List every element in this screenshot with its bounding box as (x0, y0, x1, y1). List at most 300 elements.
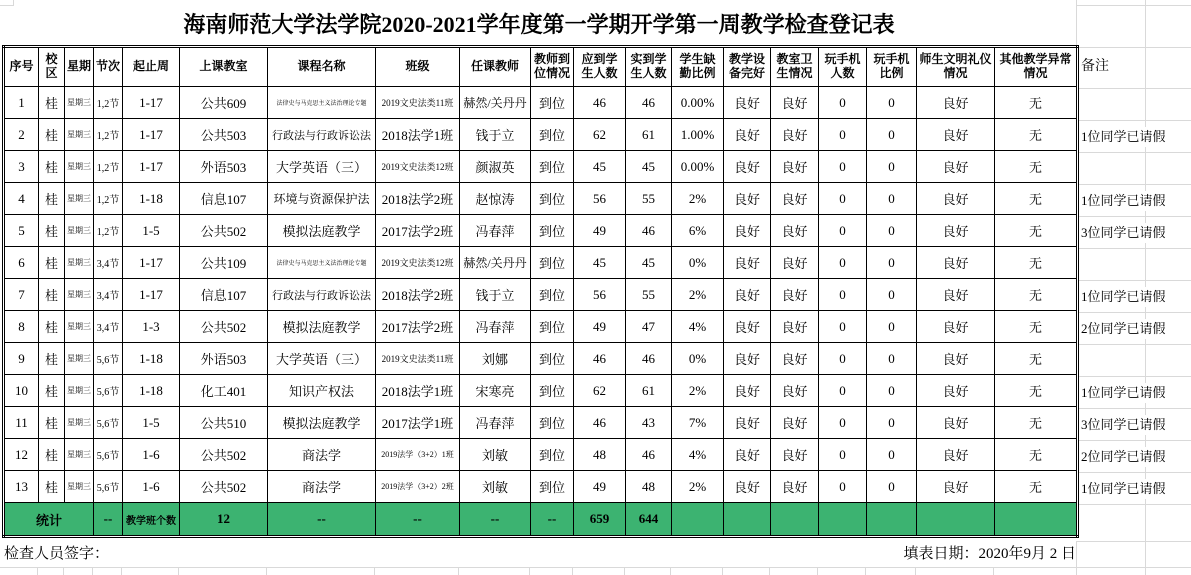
cell-actual[interactable]: 55 (626, 183, 672, 215)
cell-teacher[interactable]: 赫然/关丹丹 (460, 87, 531, 119)
cell-phone-ratio[interactable]: 0 (867, 343, 917, 375)
cell-phone-count[interactable]: 0 (819, 471, 867, 503)
cell-phone-ratio[interactable]: 0 (867, 375, 917, 407)
cell-weekday[interactable]: 星期三 (65, 471, 94, 503)
cell-actual[interactable]: 61 (626, 375, 672, 407)
cell-class[interactable]: 2019法学（3+2）2班 (376, 471, 460, 503)
cell-phone-ratio[interactable]: 0 (867, 279, 917, 311)
stats-expected-total[interactable]: 659 (574, 503, 626, 537)
stats-class-count[interactable]: 12 (180, 503, 268, 537)
cell-campus[interactable]: 桂 (39, 407, 65, 439)
cell-period[interactable]: 5,6节 (94, 439, 123, 471)
col-header-class[interactable]: 班级 (376, 47, 460, 87)
cell-campus[interactable]: 桂 (39, 311, 65, 343)
cell-campus[interactable]: 桂 (39, 375, 65, 407)
cell-equipment[interactable]: 良好 (724, 407, 771, 439)
cell-remark[interactable] (1081, 441, 1191, 473)
cell-expected[interactable]: 49 (574, 471, 626, 503)
cell-weeks[interactable]: 1-6 (123, 471, 180, 503)
cell-actual[interactable]: 61 (626, 119, 672, 151)
cell-teacher[interactable]: 冯春萍 (460, 215, 531, 247)
cell-weeks[interactable]: 1-17 (123, 119, 180, 151)
cell-period[interactable]: 5,6节 (94, 375, 123, 407)
cell-teacher[interactable]: 刘敏 (460, 439, 531, 471)
cell-absence[interactable]: 0% (672, 343, 724, 375)
cell-class[interactable]: 2019法学（3+2）1班 (376, 439, 460, 471)
cell-hygiene[interactable]: 良好 (771, 215, 819, 247)
cell-phone-ratio[interactable]: 0 (867, 471, 917, 503)
col-header-expected[interactable]: 应到学生人数 (574, 47, 626, 87)
cell-expected[interactable]: 48 (574, 439, 626, 471)
cell-other[interactable]: 无 (995, 311, 1078, 343)
cell-etiquette[interactable]: 良好 (917, 439, 995, 471)
cell-phone-count[interactable]: 0 (819, 215, 867, 247)
cell-teacher-status[interactable]: 到位 (531, 183, 574, 215)
cell-expected[interactable]: 62 (574, 375, 626, 407)
col-header-campus[interactable]: 校区 (39, 47, 65, 87)
cell-actual[interactable]: 46 (626, 215, 672, 247)
cell-seq[interactable]: 5 (4, 215, 39, 247)
cell-other[interactable]: 无 (995, 183, 1078, 215)
cell-weekday[interactable]: 星期三 (65, 407, 94, 439)
cell-class[interactable]: 2019文史法类12班 (376, 247, 460, 279)
cell-actual[interactable]: 43 (626, 407, 672, 439)
cell-teacher-status[interactable]: 到位 (531, 375, 574, 407)
cell-actual[interactable]: 46 (626, 87, 672, 119)
grid-line (1145, 567, 1146, 575)
cell-absence[interactable]: 2% (672, 279, 724, 311)
cell-period[interactable]: 3,4节 (94, 247, 123, 279)
cell-phone-ratio[interactable]: 0 (867, 247, 917, 279)
cell-absence[interactable]: 2% (672, 375, 724, 407)
cell-seq[interactable]: 4 (4, 183, 39, 215)
cell-expected[interactable]: 46 (574, 343, 626, 375)
stats-empty-cell[interactable] (724, 503, 771, 537)
cell-teacher[interactable]: 冯春萍 (460, 407, 531, 439)
cell-teacher-status[interactable]: 到位 (531, 407, 574, 439)
cell-phone-count[interactable]: 0 (819, 279, 867, 311)
cell-weekday[interactable]: 星期三 (65, 279, 94, 311)
stats-empty-cell[interactable] (995, 503, 1078, 537)
cell-campus[interactable]: 桂 (39, 343, 65, 375)
cell-class[interactable]: 2017法学2班 (376, 215, 460, 247)
cell-teacher[interactable]: 赵惊涛 (460, 183, 531, 215)
cell-classroom[interactable]: 公共502 (180, 439, 268, 471)
cell-absence[interactable]: 4% (672, 311, 724, 343)
cell-campus[interactable]: 桂 (39, 471, 65, 503)
cell-expected[interactable]: 56 (574, 183, 626, 215)
cell-other[interactable]: 无 (995, 407, 1078, 439)
cell-phone-count[interactable]: 0 (819, 247, 867, 279)
col-header-period[interactable]: 节次 (94, 47, 123, 87)
cell-etiquette[interactable]: 良好 (917, 311, 995, 343)
cell-hygiene[interactable]: 良好 (771, 311, 819, 343)
col-header-teacher-status[interactable]: 教师到位情况 (531, 47, 574, 87)
stats-empty-cell[interactable] (867, 503, 917, 537)
cell-hygiene[interactable]: 良好 (771, 183, 819, 215)
cell-classroom[interactable]: 公共502 (180, 215, 268, 247)
cell-period[interactable]: 5,6节 (94, 343, 123, 375)
cell-class[interactable]: 2019文史法类11班 (376, 343, 460, 375)
cell-classroom[interactable]: 化工401 (180, 375, 268, 407)
cell-equipment[interactable]: 良好 (724, 311, 771, 343)
stats-empty-cell[interactable] (819, 503, 867, 537)
inspector-signature-cell[interactable]: 检查人员签字： (4, 546, 110, 562)
stats-teacher[interactable]: -- (460, 503, 531, 537)
cell-absence[interactable]: 0% (672, 247, 724, 279)
cell-weekday[interactable]: 星期三 (65, 343, 94, 375)
cell-phone-ratio[interactable]: 0 (867, 311, 917, 343)
cell-teacher[interactable]: 钱于立 (460, 279, 531, 311)
cell-expected[interactable]: 62 (574, 119, 626, 151)
cell-weekday[interactable]: 星期三 (65, 375, 94, 407)
cell-phone-count[interactable]: 0 (819, 311, 867, 343)
cell-absence[interactable]: 0.00% (672, 151, 724, 183)
cell-course[interactable]: 法律史与马克思主义法治理论专题 (268, 87, 376, 119)
cell-other[interactable]: 无 (995, 87, 1078, 119)
cell-other[interactable]: 无 (995, 471, 1078, 503)
col-header-other[interactable]: 其他教学异常情况 (995, 47, 1078, 87)
cell-equipment[interactable]: 良好 (724, 119, 771, 151)
cell-teacher[interactable]: 宋寒亮 (460, 375, 531, 407)
cell-phone-ratio[interactable]: 0 (867, 183, 917, 215)
cell-course[interactable]: 行政法与行政诉讼法 (268, 119, 376, 151)
stats-period[interactable]: -- (94, 503, 123, 537)
col-header-teacher[interactable]: 任课教师 (460, 47, 531, 87)
cell-etiquette[interactable]: 良好 (917, 183, 995, 215)
cell-period[interactable]: 1,2节 (94, 151, 123, 183)
cell-hygiene[interactable]: 良好 (771, 375, 819, 407)
cell-remark[interactable] (1081, 153, 1191, 185)
cell-weeks[interactable]: 1-17 (123, 151, 180, 183)
cell-absence[interactable]: 2% (672, 471, 724, 503)
cell-period[interactable]: 1,2节 (94, 183, 123, 215)
cell-etiquette[interactable]: 良好 (917, 375, 995, 407)
cell-teacher[interactable]: 赫然/关丹丹 (460, 247, 531, 279)
cell-seq[interactable]: 3 (4, 151, 39, 183)
cell-seq[interactable]: 8 (4, 311, 39, 343)
cell-hygiene[interactable]: 良好 (771, 343, 819, 375)
cell-hygiene[interactable]: 良好 (771, 407, 819, 439)
col-header-actual[interactable]: 实到学生人数 (626, 47, 672, 87)
cell-period[interactable]: 3,4节 (94, 279, 123, 311)
cell-equipment[interactable]: 良好 (724, 279, 771, 311)
col-header-equipment[interactable]: 教学设备完好 (724, 47, 771, 87)
cell-equipment[interactable]: 良好 (724, 183, 771, 215)
cell-period[interactable]: 3,4节 (94, 311, 123, 343)
cell-etiquette[interactable]: 良好 (917, 279, 995, 311)
col-header-course[interactable]: 课程名称 (268, 47, 376, 87)
cell-teacher[interactable]: 刘敏 (460, 471, 531, 503)
cell-actual[interactable]: 45 (626, 151, 672, 183)
cell-classroom[interactable]: 公共510 (180, 407, 268, 439)
cell-weekday[interactable]: 星期三 (65, 87, 94, 119)
cell-campus[interactable]: 桂 (39, 439, 65, 471)
cell-period[interactable]: 5,6节 (94, 407, 123, 439)
cell-classroom[interactable]: 公共503 (180, 119, 268, 151)
cell-phone-count[interactable]: 0 (819, 439, 867, 471)
cell-weeks[interactable]: 1-17 (123, 247, 180, 279)
cell-other[interactable]: 无 (995, 247, 1078, 279)
cell-equipment[interactable]: 良好 (724, 439, 771, 471)
cell-hygiene[interactable]: 良好 (771, 439, 819, 471)
cell-seq[interactable]: 9 (4, 343, 39, 375)
cell-course[interactable]: 模拟法庭教学 (268, 215, 376, 247)
stats-class[interactable]: -- (376, 503, 460, 537)
cell-seq[interactable]: 2 (4, 119, 39, 151)
cell-remark[interactable] (1081, 313, 1191, 345)
cell-other[interactable]: 无 (995, 151, 1078, 183)
cell-weekday[interactable]: 星期三 (65, 215, 94, 247)
cell-etiquette[interactable]: 良好 (917, 119, 995, 151)
cell-seq[interactable]: 12 (4, 439, 39, 471)
cell-class[interactable]: 2019文史法类12班 (376, 151, 460, 183)
cell-actual[interactable]: 47 (626, 311, 672, 343)
cell-weeks[interactable]: 1-18 (123, 343, 180, 375)
col-header-phone-ratio[interactable]: 玩手机比例 (867, 47, 917, 87)
cell-equipment[interactable]: 良好 (724, 151, 771, 183)
cell-campus[interactable]: 桂 (39, 183, 65, 215)
cell-teacher-status[interactable]: 到位 (531, 119, 574, 151)
cell-teacher[interactable]: 钱于立 (460, 119, 531, 151)
cell-weekday[interactable]: 星期三 (65, 247, 94, 279)
cell-other[interactable]: 无 (995, 215, 1078, 247)
cell-expected[interactable]: 46 (574, 407, 626, 439)
cell-remark[interactable] (1081, 377, 1191, 409)
cell-expected[interactable]: 49 (574, 311, 626, 343)
cell-absence[interactable]: 1.00% (672, 119, 724, 151)
cell-equipment[interactable]: 良好 (724, 87, 771, 119)
cell-campus[interactable]: 桂 (39, 215, 65, 247)
col-header-classroom[interactable]: 上课教室 (180, 47, 268, 87)
cell-course[interactable]: 环境与资源保护法 (268, 183, 376, 215)
col-header-hygiene[interactable]: 教室卫生情况 (771, 47, 819, 87)
remark-column-header[interactable]: 备注 (1081, 59, 1109, 74)
cell-campus[interactable]: 桂 (39, 279, 65, 311)
col-header-phone-count[interactable]: 玩手机人数 (819, 47, 867, 87)
cell-remark[interactable] (1081, 249, 1191, 281)
cell-course[interactable]: 模拟法庭教学 (268, 407, 376, 439)
cell-classroom[interactable]: 外语503 (180, 343, 268, 375)
cell-phone-ratio[interactable]: 0 (867, 119, 917, 151)
cell-weeks[interactable]: 1-17 (123, 87, 180, 119)
cell-teacher-status[interactable]: 到位 (531, 311, 574, 343)
cell-weekday[interactable]: 星期三 (65, 311, 94, 343)
cell-seq[interactable]: 10 (4, 375, 39, 407)
cell-classroom[interactable]: 公共502 (180, 311, 268, 343)
cell-course[interactable]: 行政法与行政诉讼法 (268, 279, 376, 311)
cell-equipment[interactable]: 良好 (724, 471, 771, 503)
cell-remark[interactable] (1081, 217, 1191, 249)
cell-phone-count[interactable]: 0 (819, 375, 867, 407)
cell-etiquette[interactable]: 良好 (917, 215, 995, 247)
cell-seq[interactable]: 13 (4, 471, 39, 503)
cell-phone-count[interactable]: 0 (819, 343, 867, 375)
cell-hygiene[interactable]: 良好 (771, 151, 819, 183)
stats-label[interactable]: 统计 (4, 503, 94, 537)
stats-empty-cell[interactable] (771, 503, 819, 537)
cell-absence[interactable]: 2% (672, 183, 724, 215)
cell-course[interactable]: 知识产权法 (268, 375, 376, 407)
cell-course[interactable]: 商法学 (268, 439, 376, 471)
cell-other[interactable]: 无 (995, 375, 1078, 407)
cell-absence[interactable]: 6% (672, 215, 724, 247)
cell-weeks[interactable]: 1-17 (123, 279, 180, 311)
cell-teacher-status[interactable]: 到位 (531, 279, 574, 311)
stats-teacher-status[interactable]: -- (531, 503, 574, 537)
cell-weeks[interactable]: 1-18 (123, 375, 180, 407)
fill-date-cell[interactable]: 填表日期：2020年9月 2 日 (903, 546, 1076, 562)
cell-actual[interactable]: 46 (626, 343, 672, 375)
cell-actual[interactable]: 45 (626, 247, 672, 279)
cell-actual[interactable]: 46 (626, 439, 672, 471)
cell-campus[interactable]: 桂 (39, 87, 65, 119)
cell-classroom[interactable]: 公共109 (180, 247, 268, 279)
cell-other[interactable]: 无 (995, 439, 1078, 471)
cell-remark[interactable] (1081, 409, 1191, 441)
cell-teacher-status[interactable]: 到位 (531, 151, 574, 183)
cell-etiquette[interactable]: 良好 (917, 247, 995, 279)
col-header-weekday[interactable]: 星期 (65, 47, 94, 87)
cell-etiquette[interactable]: 良好 (917, 407, 995, 439)
stats-empty-cell[interactable] (672, 503, 724, 537)
cell-campus[interactable]: 桂 (39, 119, 65, 151)
stats-empty-cell[interactable] (917, 503, 995, 537)
cell-period[interactable]: 1,2节 (94, 87, 123, 119)
cell-teacher-status[interactable]: 到位 (531, 87, 574, 119)
cell-campus[interactable]: 桂 (39, 151, 65, 183)
cell-period[interactable]: 1,2节 (94, 119, 123, 151)
cell-hygiene[interactable]: 良好 (771, 279, 819, 311)
cell-weekday[interactable]: 星期三 (65, 119, 94, 151)
cell-course[interactable]: 法律史与马克思主义法治理论专题 (268, 247, 376, 279)
cell-equipment[interactable]: 良好 (724, 215, 771, 247)
cell-hygiene[interactable]: 良好 (771, 119, 819, 151)
cell-phone-count[interactable]: 0 (819, 407, 867, 439)
cell-seq[interactable]: 1 (4, 87, 39, 119)
stats-class-count-label[interactable]: 教学班个数 (123, 503, 180, 537)
cell-expected[interactable]: 56 (574, 279, 626, 311)
cell-class[interactable]: 2018法学1班 (376, 119, 460, 151)
cell-equipment[interactable]: 良好 (724, 247, 771, 279)
cell-campus[interactable]: 桂 (39, 247, 65, 279)
cell-expected[interactable]: 49 (574, 215, 626, 247)
cell-phone-ratio[interactable]: 0 (867, 407, 917, 439)
cell-phone-count[interactable]: 0 (819, 87, 867, 119)
cell-weeks[interactable]: 1-5 (123, 407, 180, 439)
cell-seq[interactable]: 11 (4, 407, 39, 439)
cell-class[interactable]: 2019文史法类11班 (376, 87, 460, 119)
cell-phone-ratio[interactable]: 0 (867, 87, 917, 119)
cell-seq[interactable]: 6 (4, 247, 39, 279)
cell-teacher-status[interactable]: 到位 (531, 247, 574, 279)
cell-remark[interactable] (1081, 473, 1191, 505)
cell-course[interactable]: 大学英语（三） (268, 343, 376, 375)
cell-expected[interactable]: 45 (574, 247, 626, 279)
cell-weeks[interactable]: 1-18 (123, 183, 180, 215)
cell-phone-count[interactable]: 0 (819, 119, 867, 151)
cell-class[interactable]: 2017法学1班 (376, 407, 460, 439)
cell-classroom[interactable]: 外语503 (180, 151, 268, 183)
cell-hygiene[interactable]: 良好 (771, 471, 819, 503)
cell-weeks[interactable]: 1-5 (123, 215, 180, 247)
cell-etiquette[interactable]: 良好 (917, 87, 995, 119)
cell-expected[interactable]: 45 (574, 151, 626, 183)
cell-classroom[interactable]: 公共609 (180, 87, 268, 119)
cell-hygiene[interactable]: 良好 (771, 87, 819, 119)
cell-weeks[interactable]: 1-3 (123, 311, 180, 343)
cell-teacher[interactable]: 冯春萍 (460, 311, 531, 343)
cell-teacher-status[interactable]: 到位 (531, 343, 574, 375)
cell-teacher[interactable]: 颜淑英 (460, 151, 531, 183)
cell-phone-count[interactable]: 0 (819, 151, 867, 183)
cell-expected[interactable]: 46 (574, 87, 626, 119)
col-header-seq[interactable]: 序号 (4, 47, 39, 87)
cell-absence[interactable]: 7% (672, 407, 724, 439)
cell-other[interactable]: 无 (995, 279, 1078, 311)
cell-etiquette[interactable]: 良好 (917, 343, 995, 375)
cell-weekday[interactable]: 星期三 (65, 439, 94, 471)
cell-absence[interactable]: 4% (672, 439, 724, 471)
cell-teacher-status[interactable]: 到位 (531, 439, 574, 471)
col-header-absence[interactable]: 学生缺勤比例 (672, 47, 724, 87)
cell-other[interactable]: 无 (995, 343, 1078, 375)
cell-seq[interactable]: 7 (4, 279, 39, 311)
cell-period[interactable]: 5,6节 (94, 471, 123, 503)
cell-teacher-status[interactable]: 到位 (531, 471, 574, 503)
cell-class[interactable]: 2018法学2班 (376, 183, 460, 215)
cell-equipment[interactable]: 良好 (724, 343, 771, 375)
cell-remark[interactable] (1081, 185, 1191, 217)
cell-phone-count[interactable]: 0 (819, 183, 867, 215)
cell-other[interactable]: 无 (995, 119, 1078, 151)
col-header-etiquette[interactable]: 师生文明礼仪情况 (917, 47, 995, 87)
cell-weekday[interactable]: 星期三 (65, 151, 94, 183)
cell-actual[interactable]: 48 (626, 471, 672, 503)
stats-course[interactable]: -- (268, 503, 376, 537)
cell-actual[interactable]: 55 (626, 279, 672, 311)
cell-class[interactable]: 2018法学2班 (376, 279, 460, 311)
col-header-weeks[interactable]: 起止周 (123, 47, 180, 87)
cell-remark[interactable] (1081, 281, 1191, 313)
cell-etiquette[interactable]: 良好 (917, 151, 995, 183)
cell-absence[interactable]: 0.00% (672, 87, 724, 119)
cell-etiquette[interactable]: 良好 (917, 471, 995, 503)
cell-classroom[interactable]: 信息107 (180, 279, 268, 311)
cell-classroom[interactable]: 公共502 (180, 471, 268, 503)
cell-teacher[interactable]: 刘娜 (460, 343, 531, 375)
cell-remark[interactable] (1081, 121, 1191, 153)
cell-period[interactable]: 1,2节 (94, 215, 123, 247)
cell-phone-ratio[interactable]: 0 (867, 215, 917, 247)
cell-course[interactable]: 大学英语（三） (268, 151, 376, 183)
cell-course[interactable]: 商法学 (268, 471, 376, 503)
cell-equipment[interactable]: 良好 (724, 375, 771, 407)
cell-phone-ratio[interactable]: 0 (867, 439, 917, 471)
cell-class[interactable]: 2018法学1班 (376, 375, 460, 407)
cell-phone-ratio[interactable]: 0 (867, 151, 917, 183)
cell-hygiene[interactable]: 良好 (771, 247, 819, 279)
cell-teacher-status[interactable]: 到位 (531, 215, 574, 247)
cell-weeks[interactable]: 1-6 (123, 439, 180, 471)
cell-classroom[interactable]: 信息107 (180, 183, 268, 215)
cell-class[interactable]: 2017法学2班 (376, 311, 460, 343)
cell-remark[interactable] (1081, 89, 1191, 121)
cell-remark[interactable] (1081, 345, 1191, 377)
stats-actual-total[interactable]: 644 (626, 503, 672, 537)
cell-course[interactable]: 模拟法庭教学 (268, 311, 376, 343)
cell-weekday[interactable]: 星期三 (65, 183, 94, 215)
